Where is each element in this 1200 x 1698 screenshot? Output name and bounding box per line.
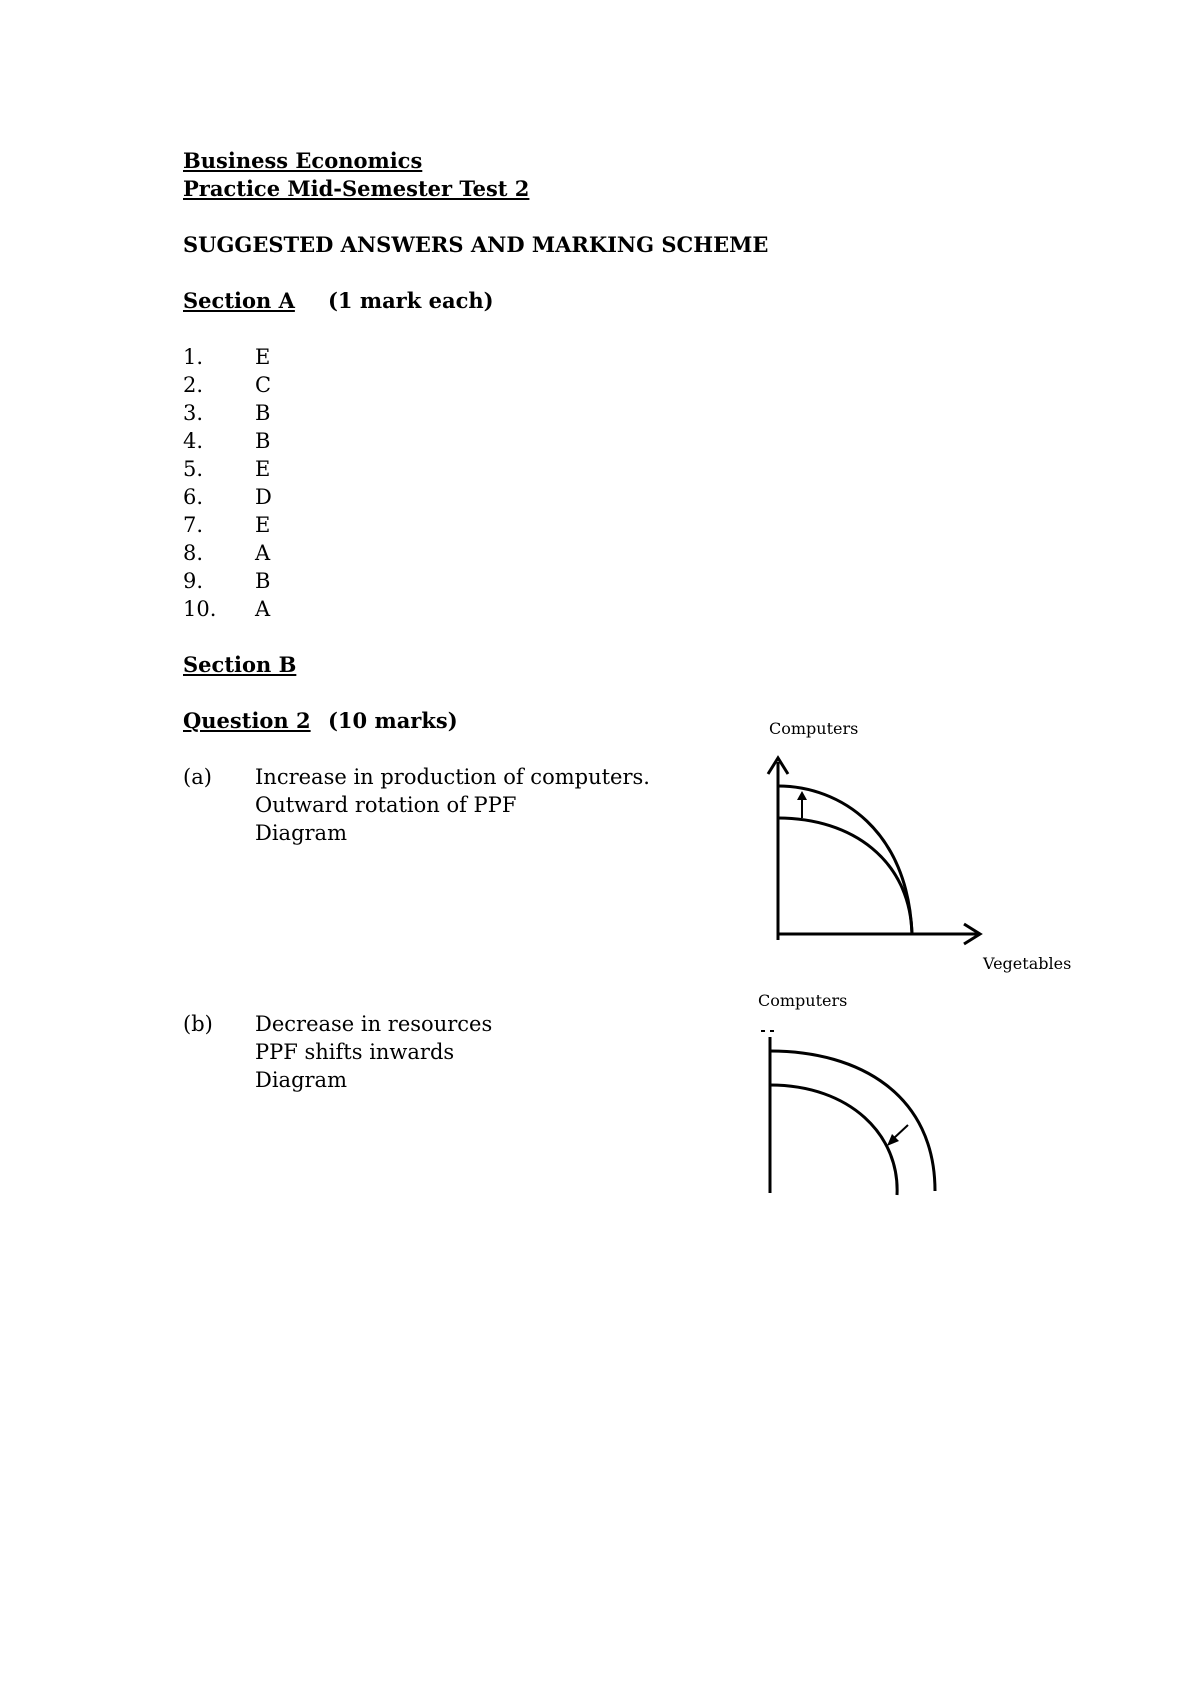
test-title: Practice Mid-Semester Test 2 bbox=[183, 176, 530, 201]
question-heading: Question 2 bbox=[183, 708, 311, 733]
answer-letter: E bbox=[255, 457, 271, 481]
answer-number: 2. bbox=[183, 373, 204, 397]
answer-number: 10. bbox=[183, 597, 217, 621]
original-ppf-curve bbox=[778, 818, 912, 934]
question-marks: (10 marks) bbox=[328, 708, 458, 733]
part-b-line: PPF shifts inwards bbox=[255, 1040, 455, 1064]
part-a-label: (a) bbox=[183, 765, 212, 789]
answer-letter: B bbox=[255, 401, 271, 425]
answer-number: 4. bbox=[183, 429, 204, 453]
part-b-line: Diagram bbox=[255, 1068, 347, 1092]
answer-number: 8. bbox=[183, 541, 204, 565]
answer-number: 9. bbox=[183, 569, 204, 593]
shift-arrow-shaft bbox=[893, 1125, 908, 1139]
answer-letter: E bbox=[255, 513, 271, 537]
part-a-line: Outward rotation of PPF bbox=[255, 793, 517, 817]
answer-letter: A bbox=[255, 597, 271, 621]
answer-letter: C bbox=[255, 373, 272, 397]
section-b-heading: Section B bbox=[183, 652, 297, 677]
part-b-label: (b) bbox=[183, 1012, 213, 1036]
outer-ppf-curve bbox=[770, 1051, 935, 1191]
section-a-marks: (1 mark each) bbox=[328, 288, 494, 313]
part-a-line: Increase in production of computers. bbox=[255, 765, 650, 789]
diagram-b-y-label: Computers bbox=[758, 991, 848, 1010]
section-a-heading: Section A bbox=[183, 288, 295, 313]
diagram-b bbox=[755, 1025, 955, 1195]
course-title: Business Economics bbox=[183, 148, 423, 173]
answer-letter: E bbox=[255, 345, 271, 369]
diagram-a-x-label: Vegetables bbox=[983, 954, 1072, 973]
part-b-line: Decrease in resources bbox=[255, 1012, 493, 1036]
inner-ppf-curve bbox=[770, 1085, 897, 1195]
answer-number: 1. bbox=[183, 345, 204, 369]
answer-letter: B bbox=[255, 429, 271, 453]
answer-number: 6. bbox=[183, 485, 204, 509]
answer-letter: D bbox=[255, 485, 272, 509]
answer-letter: A bbox=[255, 541, 271, 565]
diagram-a-y-label: Computers bbox=[769, 719, 859, 738]
answer-number: 7. bbox=[183, 513, 204, 537]
shift-arrow-head bbox=[797, 791, 807, 800]
answer-letter: B bbox=[255, 569, 271, 593]
diagram-a bbox=[760, 750, 980, 950]
answer-number: 5. bbox=[183, 457, 204, 481]
document-subtitle: SUGGESTED ANSWERS AND MARKING SCHEME bbox=[183, 232, 769, 257]
part-a-line: Diagram bbox=[255, 821, 347, 845]
rotated-ppf-curve bbox=[778, 786, 912, 934]
answer-number: 3. bbox=[183, 401, 204, 425]
